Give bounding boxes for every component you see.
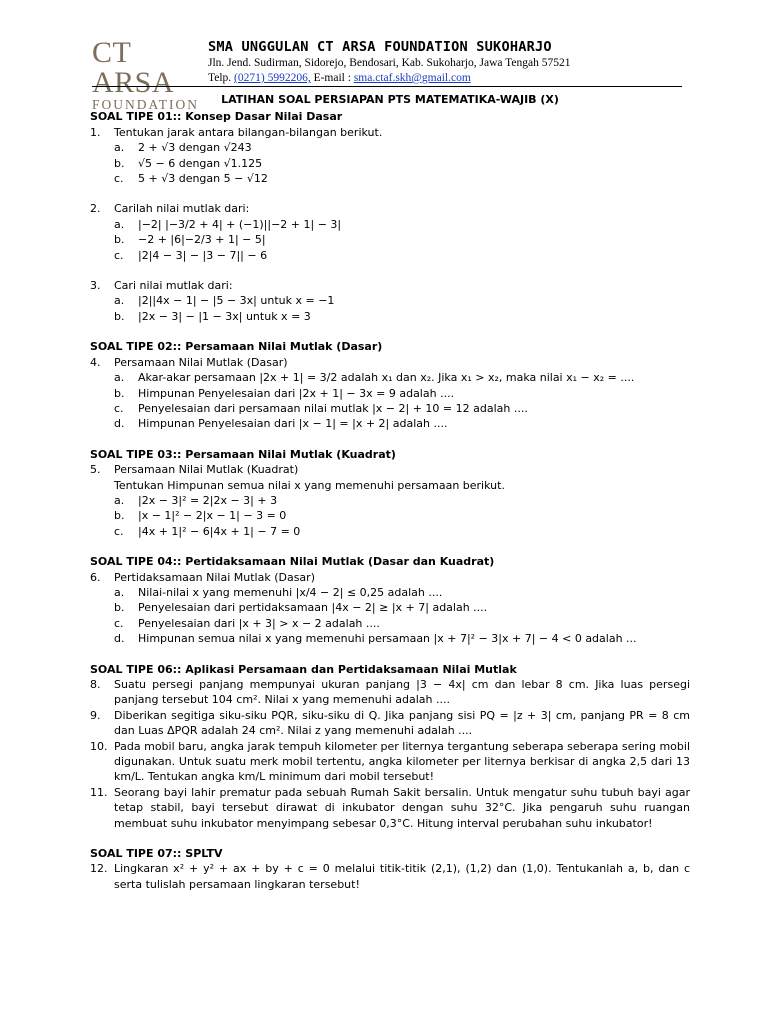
- question-9: [90, 708, 690, 739]
- sub-question: [90, 416, 690, 431]
- worksheet-title: LATIHAN SOAL PERSIAPAN PTS MATEMATIKA-WAJIB (X): [221, 93, 559, 106]
- sub-text: Akar-akar persamaan |2x + 1| = 3/2 adalah x₁ dan x₂. Jika x₁ > x₂, maka nilai x₁ − x₂ = ....: [138, 371, 635, 385]
- sub-text: Himpunan semua nilai x yang memenuhi persamaan |x + 7|² − 3|x + 7| − 4 < 0 adalah ...: [138, 632, 637, 646]
- question-text: Lingkaran x² + y² + ax + by + c = 0 melalui titik-titik (2,1), (1,2) dan (1,0). Tentukanlah a, b, dan c serta tulislah persamaan lingkaran tersebut!: [114, 862, 690, 891]
- sub-question: [90, 217, 690, 232]
- question-text: Seorang bayi lahir prematur pada sebuah Rumah Sakit bersalin. Untuk mengatur suhu tubuh bayi agar tetap stabil, bayi tersebut dirawat di inkubator dengan suhu 32°C. Jika pengaruh suhu ruangan membuat suhu inkubator menyimpang sebesar 0,3°C. Hitung interval perubahan suhu inkubator!: [114, 785, 690, 830]
- question-number: 8.: [90, 678, 101, 691]
- sub-label: a.: [114, 493, 125, 507]
- sub-text: √5 − 6 dengan √1.125: [138, 156, 263, 170]
- question-number: 9.: [90, 708, 101, 722]
- question-number: 6.: [90, 570, 101, 584]
- section-heading: SOAL TIPE 07:: SPLTV: [90, 847, 223, 861]
- sub-text: 2 + √3 dengan √243: [138, 141, 252, 155]
- sub-text: Penyelesaian dari |x + 3| > x − 2 adalah ....: [138, 616, 380, 630]
- sub-text: 5 + √3 dengan 5 − √12: [138, 172, 268, 186]
- question-number: 4.: [90, 355, 101, 369]
- logo-sub-text: FOUNDATION: [92, 97, 199, 112]
- sub-question: [90, 631, 690, 646]
- sub-question: [90, 616, 690, 631]
- sub-label: d.: [114, 632, 125, 646]
- question-8: [90, 677, 690, 708]
- spacer: [90, 263, 690, 278]
- sub-question: [90, 524, 690, 539]
- sub-text: |−2| |−3/2 + 4| + (−1)||−2 + 1| − 3|: [138, 217, 342, 231]
- question-10: [90, 739, 690, 785]
- sub-label: a.: [114, 294, 125, 308]
- section-heading: SOAL TIPE 02:: Persamaan Nilai Mutlak (Dasar): [90, 340, 383, 354]
- question-5: [90, 462, 690, 477]
- question-number: 12.: [90, 862, 108, 876]
- sub-question: [90, 600, 690, 615]
- question-text: Persamaan Nilai Mutlak (Kuadrat): [114, 463, 299, 477]
- sub-question: [90, 585, 690, 600]
- sub-text: |2x − 3|² = 2|2x − 3| + 3: [138, 493, 278, 507]
- sub-question: [90, 386, 690, 401]
- question-text: Cari nilai mutlak dari:: [114, 279, 233, 293]
- sub-question: [90, 171, 690, 186]
- question-11: [90, 785, 690, 831]
- sub-label: c.: [114, 172, 124, 186]
- question-text: Diberikan segitiga siku-siku PQR, siku-siku di Q. Jika panjang sisi PQ = |z + 3| cm, panjang PR = 8 cm dan Luas ΔPQR adalah 24 cm². Nilai z yang memenuhi adalah ....: [114, 708, 690, 738]
- spacer: [90, 186, 690, 201]
- school-address: Jln. Jend. Sudirman, Sidorejo, Bendosari, Kab. Sukoharjo, Jawa Tengah 57521: [208, 57, 571, 69]
- sub-text: |2||4x − 1| − |5 − 3x| untuk x = −1: [138, 294, 335, 308]
- question-number: 3.: [90, 279, 101, 293]
- question-text: Pertidaksamaan Nilai Mutlak (Dasar): [114, 570, 315, 584]
- question-text: Carilah nilai mutlak dari:: [114, 202, 250, 216]
- question-text: Pada mobil baru, angka jarak tempuh kilometer per liternya tergantung seberapa seberapa sering mobil digunakan. Untuk suatu merk mobil tertentu, angka kilometer per liternya berkisar di angka 2,5 dari 13 km/L. Tentukan angka km/L minimum dari mobil tersebut!: [114, 739, 690, 784]
- sub-label: a.: [114, 141, 125, 155]
- sub-label: a.: [114, 585, 125, 599]
- sub-label: a.: [114, 217, 125, 231]
- sub-question: [90, 248, 690, 263]
- question-12: [90, 861, 690, 892]
- school-name: SMA UNGGULAN CT ARSA FOUNDATION SUKOHARJO: [208, 39, 552, 55]
- worksheet-body: [90, 92, 690, 892]
- sub-question: [90, 309, 690, 324]
- section-heading: SOAL TIPE 01:: Konsep Dasar Nilai Dasar: [90, 110, 343, 124]
- sub-text: −2 + |6|−2/3 + 1| − 5|: [138, 233, 266, 247]
- sub-label: b.: [114, 156, 125, 170]
- email-link[interactable]: sma.ctaf.skh@gmail.com: [353, 72, 471, 84]
- sub-label: b.: [114, 601, 125, 615]
- sub-question: [90, 140, 690, 155]
- sub-text: Himpunan Penyelesaian dari |2x + 1| − 3x = 9 adalah ....: [138, 386, 455, 400]
- question-6: [90, 570, 690, 585]
- question-intro: [90, 478, 690, 493]
- email-label: E-mail :: [310, 72, 354, 84]
- sub-label: a.: [114, 371, 125, 385]
- phone-label: Telp.: [208, 72, 235, 84]
- question-number: 1.: [90, 125, 101, 139]
- question-2: [90, 201, 690, 216]
- question-number: 10.: [90, 739, 108, 753]
- intro-text: Tentukan Himpunan semua nilai x yang memenuhi persamaan berikut.: [114, 478, 505, 492]
- spacer: [90, 539, 690, 554]
- sub-question: [90, 401, 690, 416]
- question-text: Persamaan Nilai Mutlak (Dasar): [114, 355, 288, 369]
- logo-main-text: CT ARSA: [92, 36, 175, 99]
- question-text: Suatu persegi panjang mempunyai ukuran panjang |3 − 4x| cm dan lebar 8 cm. Jika luas persegi panjang tersebut 104 cm². Nilai x yang memenuhi adalah ....: [114, 678, 690, 707]
- section-heading: SOAL TIPE 04:: Pertidaksamaan Nilai Mutlak (Dasar dan Kuadrat): [90, 555, 495, 569]
- sub-text: Penyelesaian dari persamaan nilai mutlak |x − 2| + 10 = 12 adalah ....: [138, 401, 528, 415]
- question-text: Tentukan jarak antara bilangan-bilangan berikut.: [114, 125, 383, 139]
- sub-label: b.: [114, 509, 125, 523]
- spacer: [90, 324, 690, 339]
- sub-question: [90, 508, 690, 523]
- sub-question: [90, 156, 690, 171]
- question-number: 11.: [90, 785, 108, 799]
- sub-text: Penyelesaian dari pertidaksamaan |4x − 2| ≥ |x + 7| adalah ....: [138, 601, 488, 615]
- sub-text: Himpunan Penyelesaian dari |x − 1| = |x + 2| adalah ....: [138, 417, 448, 431]
- ct-arsa-logo: [92, 36, 202, 112]
- question-number: 2.: [90, 202, 101, 216]
- sub-label: c.: [114, 616, 124, 630]
- sub-text: Nilai-nilai x yang memenuhi |x/4 − 2| ≤ 0,25 adalah ....: [138, 585, 443, 599]
- header-rule: [92, 86, 682, 87]
- sub-label: d.: [114, 417, 125, 431]
- question-number: 5.: [90, 463, 101, 477]
- spacer: [90, 647, 690, 662]
- sub-text: |2|4 − 3| − |3 − 7|| − 6: [138, 248, 268, 262]
- sub-label: c.: [114, 524, 124, 538]
- spacer: [90, 831, 690, 846]
- question-1: [90, 125, 690, 140]
- question-4: [90, 355, 690, 370]
- sub-question: [90, 493, 690, 508]
- sub-label: b.: [114, 309, 125, 323]
- sub-question: [90, 370, 690, 385]
- sub-text: |2x − 3| − |1 − 3x| untuk x = 3: [138, 309, 311, 323]
- sub-label: c.: [114, 401, 124, 415]
- question-3: [90, 278, 690, 293]
- section-heading: SOAL TIPE 06:: Aplikasi Persamaan dan Pertidaksamaan Nilai Mutlak: [90, 662, 517, 676]
- sub-question: [90, 232, 690, 247]
- sub-label: b.: [114, 233, 125, 247]
- spacer: [90, 432, 690, 447]
- sub-label: b.: [114, 386, 125, 400]
- sub-text: |4x + 1|² − 6|4x + 1| − 7 = 0: [138, 524, 301, 538]
- sub-question: [90, 293, 690, 308]
- phone-link[interactable]: (0271) 5992206,: [234, 72, 311, 84]
- school-contact: [208, 72, 471, 84]
- section-heading: SOAL TIPE 03:: Persamaan Nilai Mutlak (Kuadrat): [90, 447, 396, 461]
- sub-label: c.: [114, 248, 124, 262]
- sub-text: |x − 1|² − 2|x − 1| − 3 = 0: [138, 509, 287, 523]
